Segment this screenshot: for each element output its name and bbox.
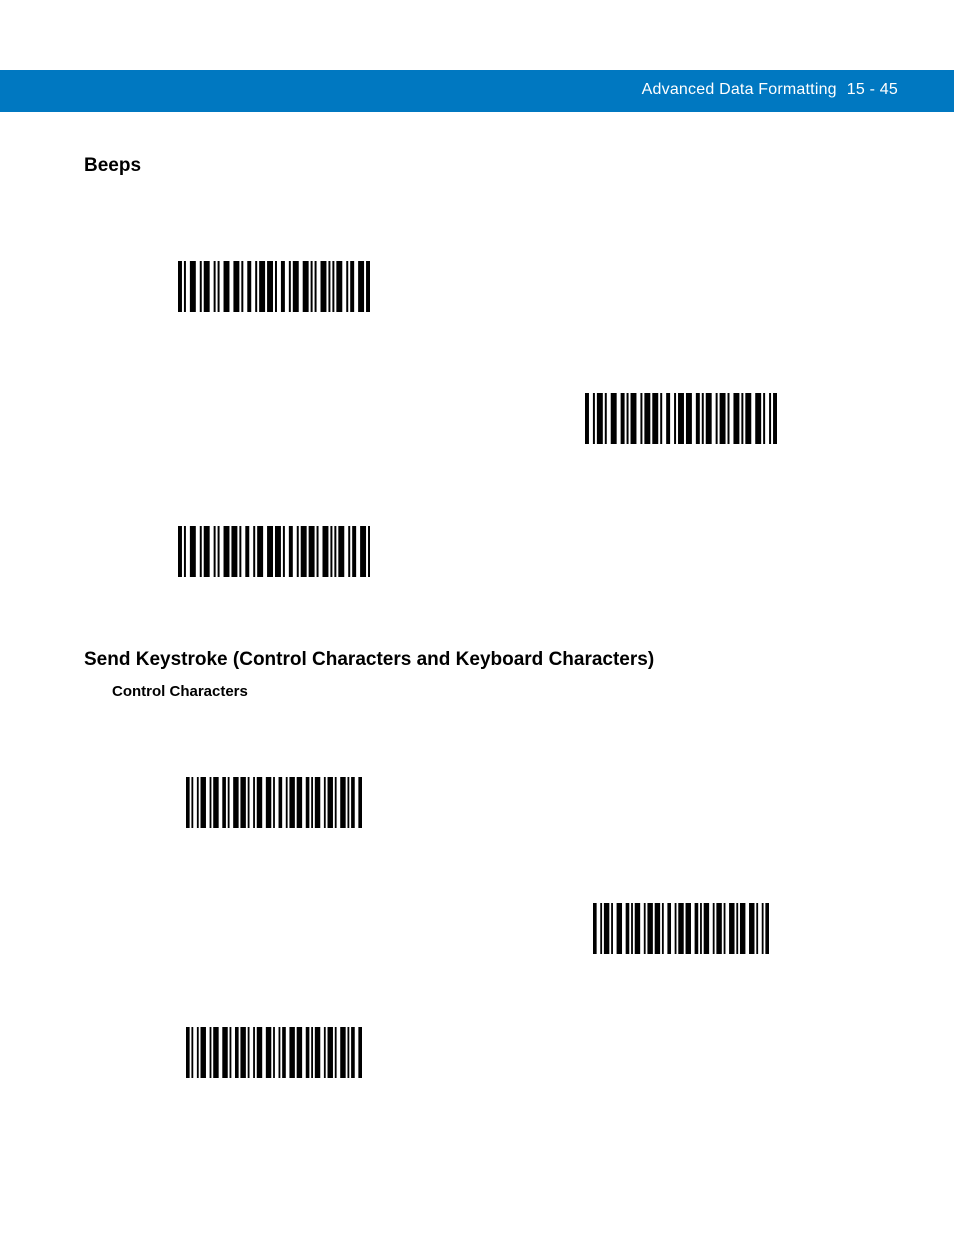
barcode-bar xyxy=(695,903,699,954)
barcode-bar xyxy=(686,393,692,444)
barcode-bar xyxy=(328,261,330,312)
barcode-bar xyxy=(773,393,777,444)
barcode-bar xyxy=(358,1027,362,1078)
barcode-bar xyxy=(218,261,220,312)
barcode-bar xyxy=(755,393,761,444)
barcode-bar xyxy=(644,903,646,954)
barcode-bar xyxy=(201,1027,206,1078)
barcode-bar xyxy=(729,903,734,954)
barcode-bar xyxy=(257,1027,262,1078)
barcode-bar xyxy=(593,903,597,954)
barcode-bar xyxy=(700,903,702,954)
barcode-bar xyxy=(191,1027,193,1078)
barcode-bar xyxy=(322,526,328,577)
barcode-bar xyxy=(666,393,670,444)
barcode-bar xyxy=(741,393,743,444)
barcode-bar xyxy=(740,903,745,954)
barcode-bar xyxy=(186,1027,190,1078)
barcode-bar xyxy=(765,903,769,954)
barcode-bar xyxy=(352,526,356,577)
barcode-bar xyxy=(266,1027,271,1078)
barcode-bar xyxy=(233,777,238,828)
barcode-bar xyxy=(286,777,288,828)
barcode-bar xyxy=(600,903,602,954)
barcode-bar xyxy=(660,393,662,444)
barcode-bar xyxy=(662,903,664,954)
barcode-bar xyxy=(640,393,642,444)
barcode-bar xyxy=(240,1027,245,1078)
barcode-bar xyxy=(289,526,293,577)
barcode-bar xyxy=(275,261,277,312)
barcode-bar xyxy=(324,777,326,828)
barcode-bar xyxy=(368,526,370,577)
barcode-bar xyxy=(253,526,255,577)
barcode-bar xyxy=(749,903,754,954)
barcode-bar xyxy=(289,1027,294,1078)
barcode-bar xyxy=(351,1027,355,1078)
barcode-bar xyxy=(652,393,658,444)
barcode-bar xyxy=(239,526,241,577)
barcode-bar xyxy=(297,526,299,577)
page-number: 15 - 45 xyxy=(846,81,898,98)
barcode-bar xyxy=(235,1027,239,1078)
barcode-bar xyxy=(253,777,255,828)
barcode-bar xyxy=(678,903,683,954)
barcode-bar xyxy=(674,393,676,444)
barcode-bar xyxy=(301,526,307,577)
barcode-bar xyxy=(340,777,345,828)
barcode-bar xyxy=(309,526,315,577)
barcode-bar xyxy=(204,526,210,577)
barcode-bar xyxy=(222,777,226,828)
barcode-bar xyxy=(655,903,660,954)
barcode-bar xyxy=(706,393,712,444)
barcode-bar xyxy=(282,1027,286,1078)
beeps-barcode-2 xyxy=(585,393,777,444)
barcode-bar xyxy=(769,393,771,444)
barcode-bar xyxy=(184,526,186,577)
barcode-bar xyxy=(266,777,271,828)
barcode-bar xyxy=(627,393,629,444)
barcode-bar xyxy=(283,526,285,577)
barcode-bar xyxy=(306,777,310,828)
barcode-bar xyxy=(366,261,370,312)
barcode-bar xyxy=(191,777,193,828)
barcode-bar xyxy=(736,903,738,954)
barcode-bar xyxy=(762,903,764,954)
barcode-bar xyxy=(222,1027,227,1078)
barcode-bar xyxy=(593,393,595,444)
barcode-bar xyxy=(704,903,709,954)
control-characters-barcode-2 xyxy=(593,903,769,954)
barcode-bar xyxy=(257,526,263,577)
barcode-bar xyxy=(273,777,275,828)
barcode-bar xyxy=(233,261,239,312)
barcode-bar xyxy=(228,777,230,828)
barcode-bar xyxy=(247,261,251,312)
barcode-bar xyxy=(303,261,309,312)
barcode-bar xyxy=(317,526,319,577)
barcode-bar xyxy=(315,777,320,828)
barcode-bar xyxy=(336,261,342,312)
barcode-bar xyxy=(604,903,609,954)
barcode-bar xyxy=(686,903,691,954)
barcode-bar xyxy=(360,526,366,577)
barcode-bar xyxy=(240,777,245,828)
barcode-bar xyxy=(334,526,336,577)
barcode-bar xyxy=(340,1027,345,1078)
barcode-bar xyxy=(321,261,327,312)
barcode-bar xyxy=(297,777,302,828)
barcode-bar xyxy=(210,1027,212,1078)
barcode-bar xyxy=(248,1027,250,1078)
barcode-bar xyxy=(315,261,317,312)
barcode-bar xyxy=(273,1027,275,1078)
barcode-bar xyxy=(724,903,726,954)
barcode-bar xyxy=(178,261,182,312)
barcode-bar xyxy=(756,903,758,954)
barcode-bar xyxy=(306,1027,310,1078)
barcode-bar xyxy=(348,526,350,577)
barcode-bar xyxy=(720,393,726,444)
barcode-bar xyxy=(611,393,617,444)
barcode-bar xyxy=(184,261,186,312)
barcode-bar xyxy=(200,261,202,312)
barcode-bar xyxy=(667,903,671,954)
barcode-bar xyxy=(311,261,313,312)
barcode-bar xyxy=(178,526,182,577)
control-characters-barcode-3 xyxy=(186,1027,362,1078)
control-characters-barcode-1 xyxy=(186,777,362,828)
barcode-bar xyxy=(210,777,212,828)
barcode-bar xyxy=(259,261,265,312)
barcode-bar xyxy=(197,777,199,828)
barcode-bar xyxy=(358,777,362,828)
barcode-bar xyxy=(617,903,622,954)
barcode-bar xyxy=(696,393,700,444)
barcode-bar xyxy=(644,393,650,444)
barcode-bar xyxy=(255,261,257,312)
barcode-bar xyxy=(289,261,291,312)
barcode-bar xyxy=(324,1027,326,1078)
barcode-bar xyxy=(197,1027,199,1078)
barcode-bar xyxy=(190,526,196,577)
barcode-bar xyxy=(733,393,739,444)
barcode-bar xyxy=(218,526,220,577)
barcode-bar xyxy=(213,1027,218,1078)
barcode-bar xyxy=(597,393,603,444)
barcode-bar xyxy=(675,903,677,954)
barcode-bar xyxy=(224,261,230,312)
barcode-bar xyxy=(763,393,765,444)
barcode-bar xyxy=(186,777,190,828)
heading-beeps: Beeps xyxy=(84,155,142,176)
barcode-bar xyxy=(293,261,299,312)
barcode-bar xyxy=(631,393,637,444)
barcode-bar xyxy=(267,261,273,312)
barcode-bar xyxy=(347,777,349,828)
running-header xyxy=(642,81,898,99)
barcode-bar xyxy=(350,261,354,312)
barcode-bar xyxy=(289,777,294,828)
beeps-barcode-1 xyxy=(178,261,370,312)
barcode-bar xyxy=(631,903,633,954)
barcode-bar xyxy=(647,903,652,954)
barcode-bar xyxy=(605,393,607,444)
header-bar xyxy=(0,70,954,112)
barcode-bar xyxy=(621,393,625,444)
barcode-bar xyxy=(330,526,332,577)
barcode-bar xyxy=(311,1027,313,1078)
section-title: Advanced Data Formatting xyxy=(641,81,837,98)
subheading-control-characters: Control Characters xyxy=(112,683,248,700)
heading-send-keystroke: Send Keystroke (Control Characters and Keyboard Characters) xyxy=(84,649,655,670)
barcode-bar xyxy=(231,526,237,577)
barcode-bar xyxy=(204,261,210,312)
barcode-bar xyxy=(328,777,333,828)
barcode-bar xyxy=(224,526,230,577)
barcode-bar xyxy=(716,903,721,954)
barcode-bar xyxy=(230,1027,232,1078)
barcode-bar xyxy=(200,526,202,577)
barcode-bar xyxy=(245,526,249,577)
barcode-bar xyxy=(611,903,613,954)
barcode-bar xyxy=(713,903,715,954)
barcode-bar xyxy=(214,261,216,312)
barcode-bar xyxy=(297,1027,302,1078)
barcode-bar xyxy=(213,777,218,828)
barcode-bar xyxy=(626,903,630,954)
barcode-bar xyxy=(351,777,355,828)
barcode-bar xyxy=(190,261,196,312)
barcode-bar xyxy=(585,393,589,444)
barcode-bar xyxy=(745,393,751,444)
barcode-bar xyxy=(347,1027,349,1078)
barcode-bar xyxy=(716,393,718,444)
barcode-bar xyxy=(275,526,281,577)
barcode-bar xyxy=(335,1027,337,1078)
barcode-bar xyxy=(332,261,334,312)
barcode-bar xyxy=(241,261,243,312)
beeps-barcode-3 xyxy=(178,526,370,577)
barcode-bar xyxy=(248,777,250,828)
barcode-bar xyxy=(214,526,216,577)
barcode-bar xyxy=(201,777,206,828)
barcode-bar xyxy=(346,261,348,312)
barcode-bar xyxy=(311,777,313,828)
barcode-bar xyxy=(335,777,337,828)
barcode-bar xyxy=(678,393,684,444)
barcode-bar xyxy=(279,1027,281,1078)
barcode-bar xyxy=(315,1027,320,1078)
barcode-bar xyxy=(257,777,262,828)
barcode-bar xyxy=(635,903,640,954)
barcode-bar xyxy=(281,261,285,312)
barcode-bar xyxy=(267,526,273,577)
barcode-bar xyxy=(328,1027,333,1078)
barcode-bar xyxy=(702,393,704,444)
barcode-bar xyxy=(358,261,364,312)
barcode-bar xyxy=(253,1027,255,1078)
barcode-bar xyxy=(338,526,344,577)
barcode-bar xyxy=(279,777,283,828)
barcode-bar xyxy=(728,393,730,444)
